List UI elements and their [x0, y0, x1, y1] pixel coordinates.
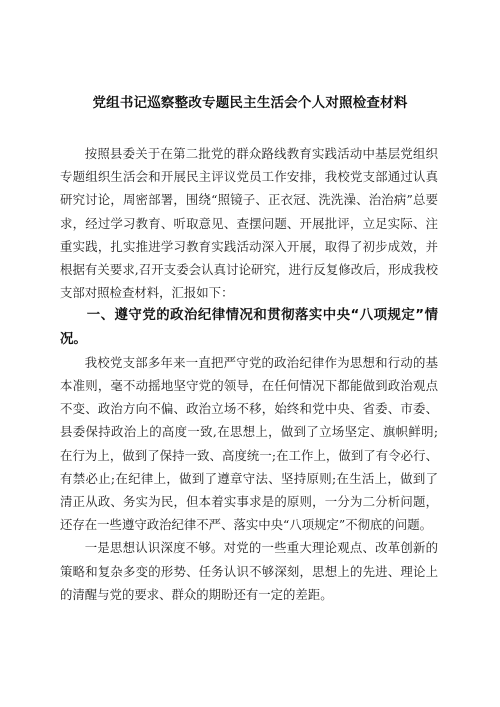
- body-paragraph: 一是思想认识深度不够。对党的一些重大理论观点、改革创新的策略和复杂多变的形势、任务认识不够深刻，思想上的先进、理论上的清醒与党的要求、群众的期盼还有一定的差距。: [60, 540, 438, 602]
- section-heading: 一、遵守党的政治纪律情况和贯彻落实中央“八项规定”情况。: [60, 308, 438, 347]
- body-paragraph: 我校党支部多年来一直把严守党的政治纪律作为思想和行动的基本准则，毫不动摇地坚守党的领导，在任何情况下都能做到政治观点不变、政治方向不偏、政治立场不移，始终和党中央、省委、市委、县委保持政治上的高度一致,在思想上，做到了立场坚定、旗帜鲜明;在行为上，做到了保持一致、高度统一;在工作上，做到了有令必行、有禁必止;在纪律上，做到了遵章守法、坚持原则;在生活上，做到了清正从政、务实为民，但本着实事求是的原则，一分为二分析问题，还存在一些遵守政治纪律不严、落实中央“八项规定”不彻底的问题。: [60, 354, 438, 533]
- document-body: [60, 142, 438, 606]
- document-title: 党组书记巡察整改专题民主生活会个人对照检查材料: [92, 95, 408, 111]
- intro-paragraph: 按照县委关于在第二批党的群众路线教育实践活动中基层党组织专题组织生活会和开展民主评议党员工作安排，我校党支部通过认真研究讨论，周密部署，围绕“照镜子、正衣冠、洗洗澡、治治病”总要求，经过学习教育、听取意见、查摆问题、开展批评，立足实际、注重实践，扎实推进学习教育实践活动深入开展，取得了初步成效，并根据有关要求,召开支委会认真讨论研究，进行反复修改后，形成我校支部对照检查材料，汇报如下：: [60, 146, 438, 301]
